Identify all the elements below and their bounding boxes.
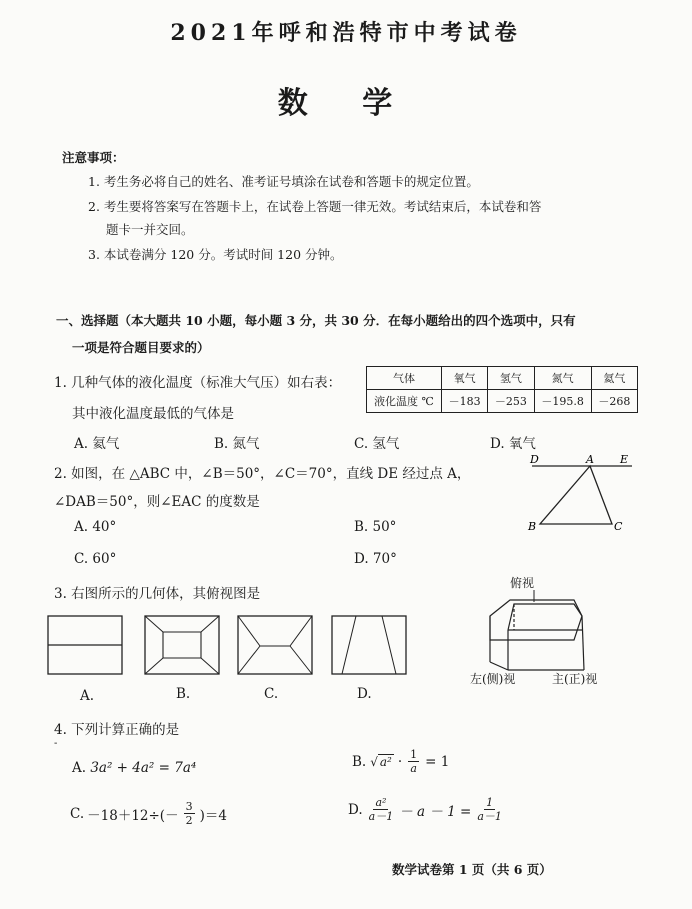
q4-option-d <box>348 796 504 823</box>
triangle-figure <box>520 452 640 534</box>
q1-option-a: A. 氦气 <box>74 436 120 452</box>
subject-title: 数 学 <box>277 86 415 121</box>
gas-row <box>367 367 638 390</box>
label-b: B <box>528 520 537 533</box>
temp-cell: －183 <box>441 390 487 413</box>
q1-option-c: C. 氢气 <box>354 436 400 452</box>
gas-header-cell: 气体 <box>367 367 442 390</box>
q4-c-expr2: )＝4 <box>199 807 227 824</box>
option-a-figure <box>48 616 122 674</box>
q1-option-b: B. 氮气 <box>214 436 260 452</box>
temp-cell: －268 <box>591 390 637 413</box>
q4-option-b <box>352 748 449 775</box>
q4-a-prefix: A. <box>72 760 87 776</box>
q4-c-fraction <box>184 800 195 827</box>
q3-option-d: D. <box>357 686 372 702</box>
q4-stem: 4. 下列计算正确的是 <box>54 722 180 738</box>
q2-option-a: A. 40° <box>74 519 117 535</box>
q4-b-dot: · <box>397 753 403 770</box>
q1-option-d: D. 氧气 <box>490 436 536 452</box>
top-view-label: 俯视 <box>510 576 535 590</box>
q4-b-radicand: a² <box>379 754 392 769</box>
q4-b-prefix: B. <box>352 753 367 770</box>
exam-title: 2021年呼和浩特市中考试卷 <box>170 20 522 46</box>
q4-d-num1: a² <box>375 796 387 809</box>
temp-cell: －195.8 <box>534 390 591 413</box>
q3-stem: 3. 右图所示的几何体，其俯视图是 <box>54 586 261 602</box>
q3-option-b: B. <box>176 686 191 702</box>
q2-option-b: B. 50° <box>354 519 397 535</box>
label-c: C <box>614 520 623 533</box>
q2-option-c: C. 60° <box>74 551 117 567</box>
label-d: D <box>530 453 539 466</box>
q4-option-c <box>70 800 227 827</box>
q1-stem-line2: 其中液化温度最低的气体是 <box>72 406 234 422</box>
front-view-label: 主(正)视 <box>552 672 598 686</box>
q2-stem-line1: 2. 如图，在 △ABC 中，∠B＝50°，∠C＝70°，直线 DE 经过点 A， <box>54 466 471 482</box>
notice-heading: 注意事项： <box>62 150 125 165</box>
label-e: E <box>620 453 629 466</box>
q4-b-den: a <box>410 762 417 775</box>
q4-b-rhs: = 1 <box>425 753 450 770</box>
q4-b-sqrt: √ a² <box>370 754 392 769</box>
option-d-figure <box>332 616 406 674</box>
q4-d-mid: － a － 1 = <box>399 803 472 820</box>
temp-header-cell: 液化温度 ℃ <box>367 390 442 413</box>
gas-table <box>366 366 638 413</box>
q2-option-d: D. 70° <box>354 551 397 567</box>
q1-stem-line1: 1. 几种气体的液化温度（标准大气压）如右表： <box>54 375 342 391</box>
section-heading-line1: 一、选择题（本大题共 10 小题，每小题 3 分，共 30 分．在每小题给出的四个选项中，只有 <box>56 313 576 328</box>
q4-d-prefix: D. <box>348 801 363 818</box>
stray-mark: ‐ <box>54 738 58 749</box>
q4-c-expr1: －18＋12÷(－ <box>87 807 179 824</box>
q4-d-den2: a－1 <box>477 810 502 823</box>
option-c-figure <box>238 616 312 674</box>
gas-name-cell: 氧气 <box>441 367 487 390</box>
solid-figure <box>478 590 598 672</box>
q3-option-c: C. <box>264 686 279 702</box>
q4-option-a <box>72 760 196 776</box>
temp-cell: －253 <box>488 390 534 413</box>
q4-c-den: 2 <box>185 814 193 827</box>
q4-d-fraction-1 <box>369 796 394 823</box>
notice-item-2: 2. 考生要将答案写在答题卡上，在试卷上答题一律无效。考试结束后，本试卷和答 <box>88 199 542 214</box>
notice-item-2-cont: 题卡一并交回。 <box>106 222 194 237</box>
gas-name-cell: 氢气 <box>488 367 534 390</box>
left-view-label: 左(侧)视 <box>470 672 516 686</box>
q3-options-figures <box>44 612 424 682</box>
q4-d-den1: a－1 <box>368 810 394 823</box>
q4-d-fraction-2 <box>477 796 502 823</box>
temp-row <box>367 390 638 413</box>
q2-stem-line2: ∠DAB＝50°，则∠EAC 的度数是 <box>54 494 260 510</box>
option-b-figure <box>145 616 219 674</box>
notice-item-3: 3. 本试卷满分 120 分。考试时间 120 分钟。 <box>88 247 343 262</box>
gas-name-cell: 氦气 <box>591 367 637 390</box>
gas-name-cell: 氮气 <box>534 367 591 390</box>
label-a: A <box>586 453 594 466</box>
page-footer: 数学试卷第 1 页（共 6 页） <box>392 862 552 877</box>
q3-option-a: A. <box>80 688 95 704</box>
notice-item-1: 1. 考生务必将自己的姓名、准考证号填涂在试卷和答题卡的规定位置。 <box>88 174 479 189</box>
q4-b-num: 1 <box>410 748 418 761</box>
triangle-abc <box>540 466 612 524</box>
q4-b-fraction <box>408 748 419 775</box>
q4-a-expr: 3a² + 4a² = 7a⁴ <box>90 760 197 776</box>
q4-c-prefix: C. <box>70 805 85 822</box>
q4-c-num: 3 <box>185 800 193 813</box>
section-heading-line2: 一项是符合题目要求的） <box>72 340 210 355</box>
q4-d-num2: 1 <box>486 796 494 809</box>
